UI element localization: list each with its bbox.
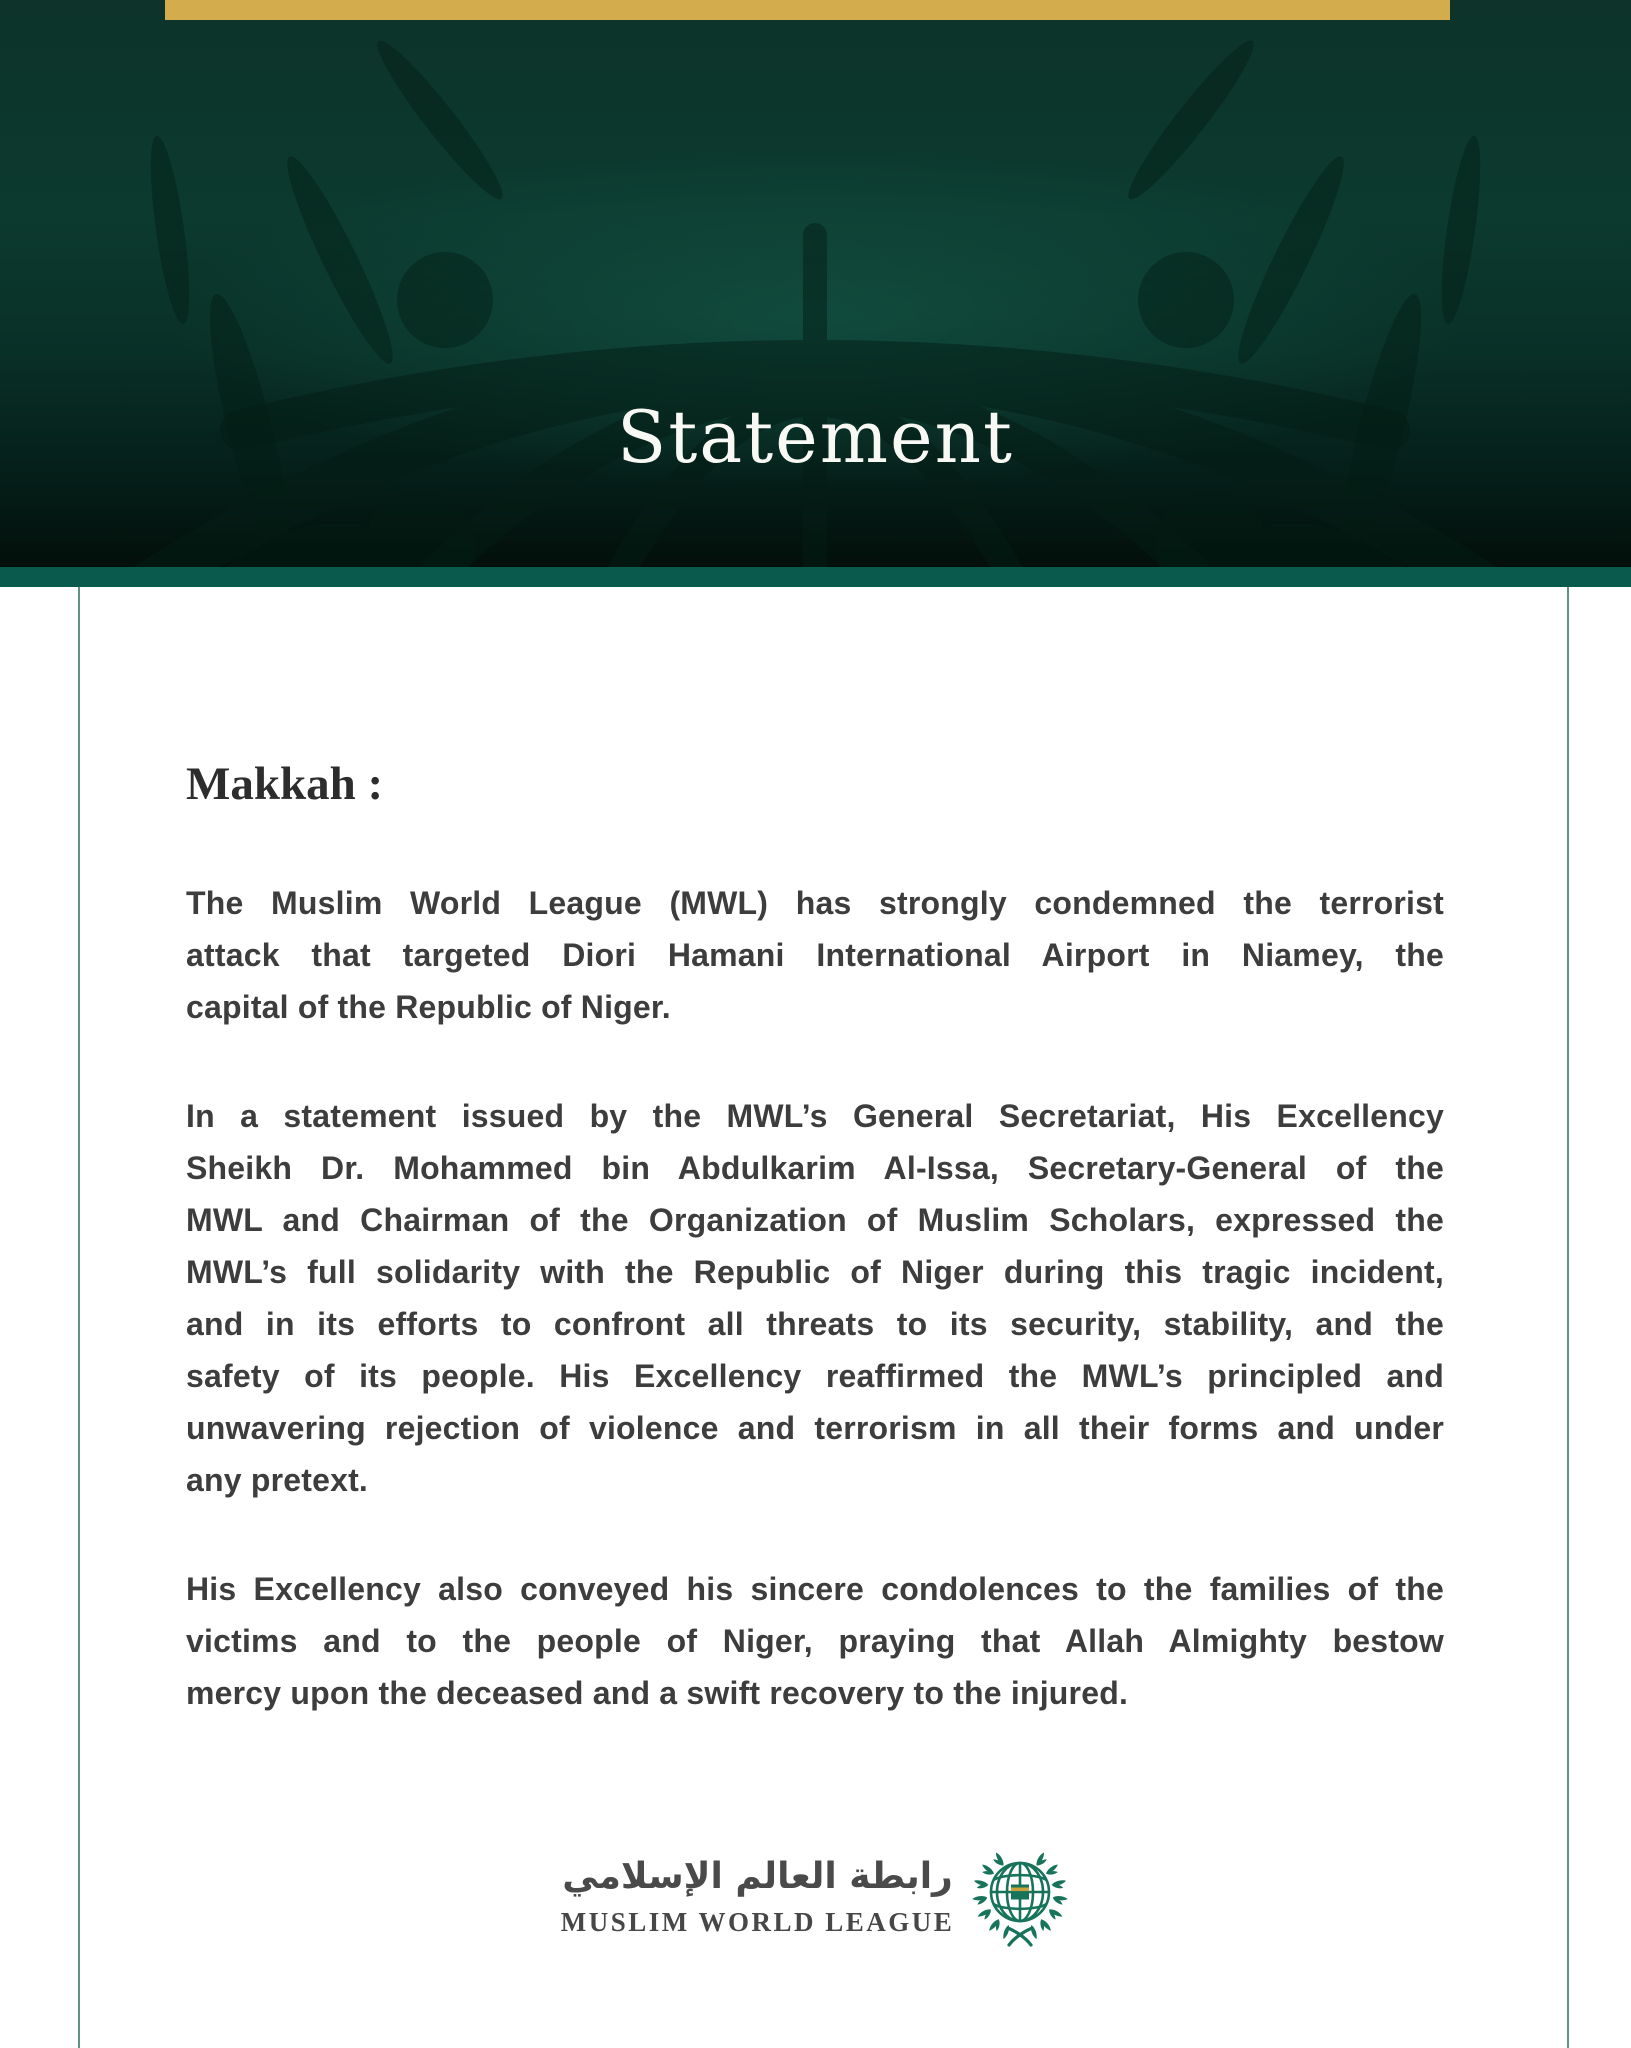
paragraph-1 (186, 877, 1444, 1033)
text-line: mercy upon the deceased and a swift recovery to the injured. (186, 1675, 1129, 1711)
logo-english-name: MUSLIM WORLD LEAGUE (560, 1906, 955, 1937)
text-line: unwavering rejection of violence and terrorism in all their forms and under (186, 1410, 1444, 1446)
location-heading: Makkah : (186, 758, 384, 810)
text-line: The Muslim World League (MWL) has strongly condemned the terrorist (186, 885, 1444, 921)
laurel-globe-watermark (0, 0, 1631, 567)
text-line: any pretext. (186, 1462, 369, 1498)
mwl-logo-text (561, 1852, 955, 1937)
text-line: victims and to the people of Niger, praying that Allah Almighty bestow (186, 1623, 1444, 1659)
text-line: Sheikh Dr. Mohammed bin Abdulkarim Al-Issa, Secretary-General of the (186, 1150, 1444, 1186)
paragraph-2 (186, 1090, 1444, 1506)
text-line: safety of its people. His Excellency reaffirmed the MWL’s principled and (186, 1358, 1444, 1394)
text-line: In a statement issued by the MWL’s General Secretariat, His Excellency (186, 1098, 1444, 1134)
logo-arabic-name: رابطة العالم الإسلامي (562, 1856, 953, 1898)
header-banner (0, 0, 1631, 567)
text-line: MWL’s full solidarity with the Republic of Niger during this tragic incident, (186, 1254, 1444, 1290)
statement-body (186, 587, 1444, 1776)
text-line: and in its efforts to confront all threats to its security, stability, and the (186, 1306, 1444, 1342)
teal-divider (0, 567, 1631, 587)
mwl-emblem-icon (970, 1840, 1070, 1950)
text-line: His Excellency also conveyed his sincere condolences to the families of the (186, 1571, 1444, 1607)
gold-accent-bar (165, 0, 1450, 20)
right-frame-line (1567, 587, 1569, 2048)
page-title: Statement (617, 395, 1014, 479)
left-frame-line (78, 587, 80, 2048)
content-area (0, 587, 1631, 2048)
text-line: MWL and Chairman of the Organization of Muslim Scholars, expressed the (186, 1202, 1444, 1238)
paragraph-3 (186, 1563, 1444, 1719)
text-line: attack that targeted Diori Hamani International Airport in Niamey, the (186, 937, 1444, 973)
text-line: capital of the Republic of Niger. (186, 989, 671, 1025)
mwl-logo (0, 1840, 1631, 1950)
